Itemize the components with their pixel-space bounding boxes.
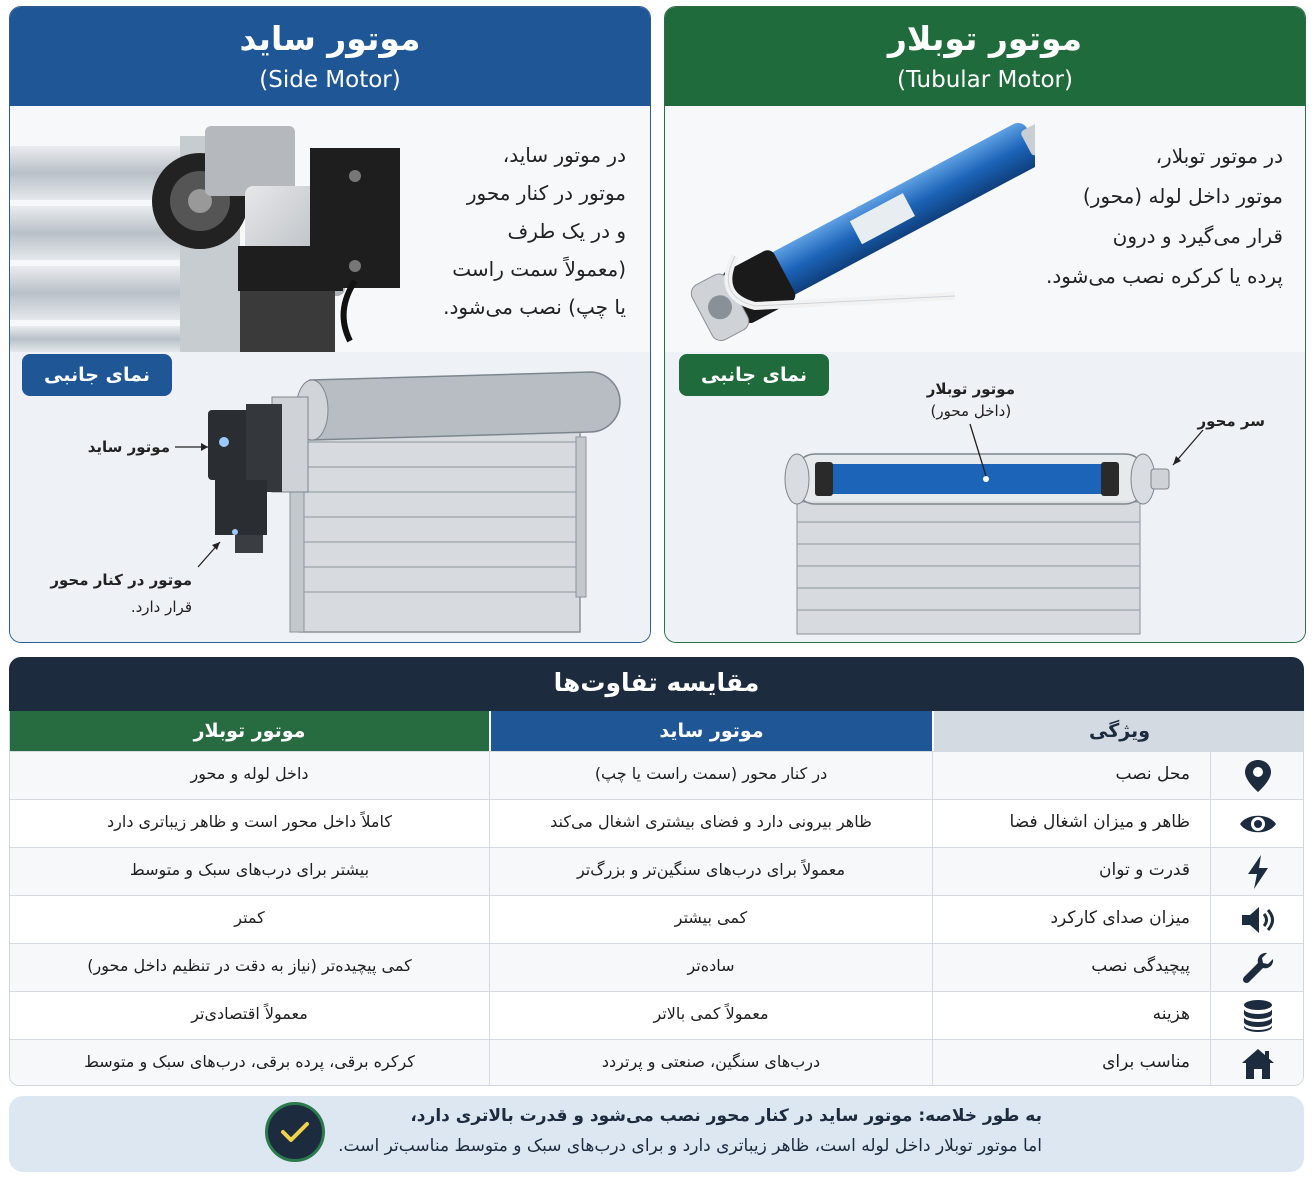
- tubular-motor-photo: [665, 106, 1305, 352]
- side-motor-title: موتور ساید: [239, 19, 421, 58]
- side-desc-line: (معمولاً سمت راست: [452, 257, 626, 281]
- speaker-icon: [1210, 896, 1304, 943]
- side-view-badge: نمای جانبی: [22, 354, 172, 396]
- table-row: [10, 895, 1303, 943]
- wrench-icon: [1210, 944, 1304, 991]
- tub-motor-label-line: (داخل محور): [930, 402, 1012, 420]
- table-row: [10, 751, 1303, 799]
- tub-motor-label-line: موتور توبلار: [926, 380, 1015, 398]
- cell-feature: محل نصب: [932, 752, 1210, 799]
- tubular-motor-panel: [664, 6, 1306, 643]
- header-feature: ویژگی: [932, 711, 1304, 751]
- eye-icon: [1210, 800, 1304, 847]
- cell-feature: قدرت و توان: [932, 848, 1210, 895]
- cell-feature: مناسب برای: [932, 1040, 1210, 1086]
- cell-feature: میزان صدای کارکرد: [932, 896, 1210, 943]
- cell-tubular: داخل لوله و محور: [190, 764, 309, 783]
- cell-side: معمولاً برای درب‌های سنگین‌تر و بزرگ‌تر: [489, 848, 932, 895]
- side-motor-panel: [9, 6, 651, 643]
- coins-stack-icon: [1210, 992, 1304, 1039]
- summary-line-1: به طور خلاصه: موتور ساید در کنار محور نصب می‌شود و قدرت بالاتری دارد،: [410, 1106, 1042, 1126]
- side-position-line: موتور در کنار محور: [50, 571, 192, 589]
- side-desc-line: یا چپ) نصب می‌شود.: [443, 295, 626, 319]
- side-motor-label: موتور ساید: [87, 438, 170, 456]
- side-desc-line: موتور در کنار محور: [466, 181, 626, 205]
- table-row: [10, 943, 1303, 991]
- side-motor-header: [10, 7, 650, 106]
- cell-feature: ظاهر و میزان اشغال فضا: [932, 800, 1210, 847]
- side-motor-photo-image: [10, 106, 430, 352]
- tubular-motor-label: [927, 378, 1015, 422]
- side-position-line: قرار دارد.: [130, 598, 192, 616]
- cell-side: کمی بیشتر: [489, 896, 932, 943]
- side-view-section: [10, 352, 650, 643]
- axis-end-label: سر محور: [1197, 412, 1265, 430]
- tub-desc-line: پرده یا کرکره نصب می‌شود.: [1046, 264, 1283, 288]
- header-side: موتور ساید: [489, 711, 932, 751]
- tub-desc-line: قرار می‌گیرد و درون: [1112, 224, 1283, 248]
- cell-feature: پیچیدگی نصب: [932, 944, 1210, 991]
- cell-tubular: کمی پیچیده‌تر (نیاز به دقت در تنظیم داخل محور): [87, 956, 412, 975]
- side-desc-line: و در یک طرف: [507, 219, 626, 243]
- tubular-motor-title: موتور توبلار: [887, 19, 1083, 58]
- side-motor-photo: [10, 106, 650, 352]
- cell-tubular: بیشتر برای درب‌های سبک و متوسط: [129, 860, 370, 879]
- comparison-title: مقایسه تفاوت‌ها: [9, 657, 1304, 711]
- table-row: [10, 991, 1303, 1039]
- table-body: [10, 751, 1303, 1086]
- table-row: [10, 1039, 1303, 1086]
- comparison-table: [9, 711, 1304, 1086]
- table-header: [10, 711, 1303, 751]
- tubular-motor-photo-image: [675, 106, 1035, 352]
- side-motor-description: [396, 136, 626, 326]
- check-icon: [265, 1102, 325, 1162]
- cell-side: درب‌های سنگین، صنعتی و پرتردد: [489, 1040, 932, 1086]
- side-motor-subtitle: (Side Motor): [259, 67, 401, 93]
- table-row: [10, 799, 1303, 847]
- cell-tubular: کاملاً داخل محور است و ظاهر زیباتری دارد: [107, 812, 392, 831]
- cell-tubular: کرکره برقی، پرده برقی، درب‌های سبک و متوسط: [84, 1052, 415, 1071]
- location-pin-icon: [1210, 752, 1304, 799]
- cell-side: ظاهر بیرونی دارد و فضای بیشتری اشغال می‌کند: [489, 800, 932, 847]
- tub-desc-line: موتور داخل لوله (محور): [1082, 184, 1283, 208]
- cell-tubular: معمولاً اقتصادی‌تر: [191, 1004, 308, 1023]
- header-tubular: موتور توبلار: [10, 711, 489, 751]
- tub-desc-line: در موتور توبلار،: [1155, 144, 1283, 168]
- cell-feature: هزینه: [932, 992, 1210, 1039]
- tubular-view-section: [665, 352, 1305, 643]
- cell-tubular: کمتر: [234, 908, 265, 927]
- lightning-icon: [1210, 848, 1304, 895]
- summary-line-2: اما موتور توبلار داخل لوله است، ظاهر زیباتری دارد و برای درب‌های سبک و متوسط مناسب‌تر است.: [338, 1136, 1042, 1156]
- summary-box: [9, 1096, 1304, 1172]
- tubular-view-badge: نمای جانبی: [679, 354, 829, 396]
- table-row: [10, 847, 1303, 895]
- house-icon: [1210, 1040, 1304, 1086]
- cell-side: ساده‌تر: [489, 944, 932, 991]
- cell-side: در کنار محور (سمت راست یا چپ): [489, 752, 932, 799]
- side-position-label: [50, 567, 192, 621]
- side-desc-line: در موتور ساید،: [502, 143, 626, 167]
- tubular-motor-header: [665, 7, 1305, 106]
- tubular-motor-description: [1023, 136, 1283, 296]
- cell-side: معمولاً کمی بالاتر: [489, 992, 932, 1039]
- tubular-motor-subtitle: (Tubular Motor): [897, 67, 1073, 93]
